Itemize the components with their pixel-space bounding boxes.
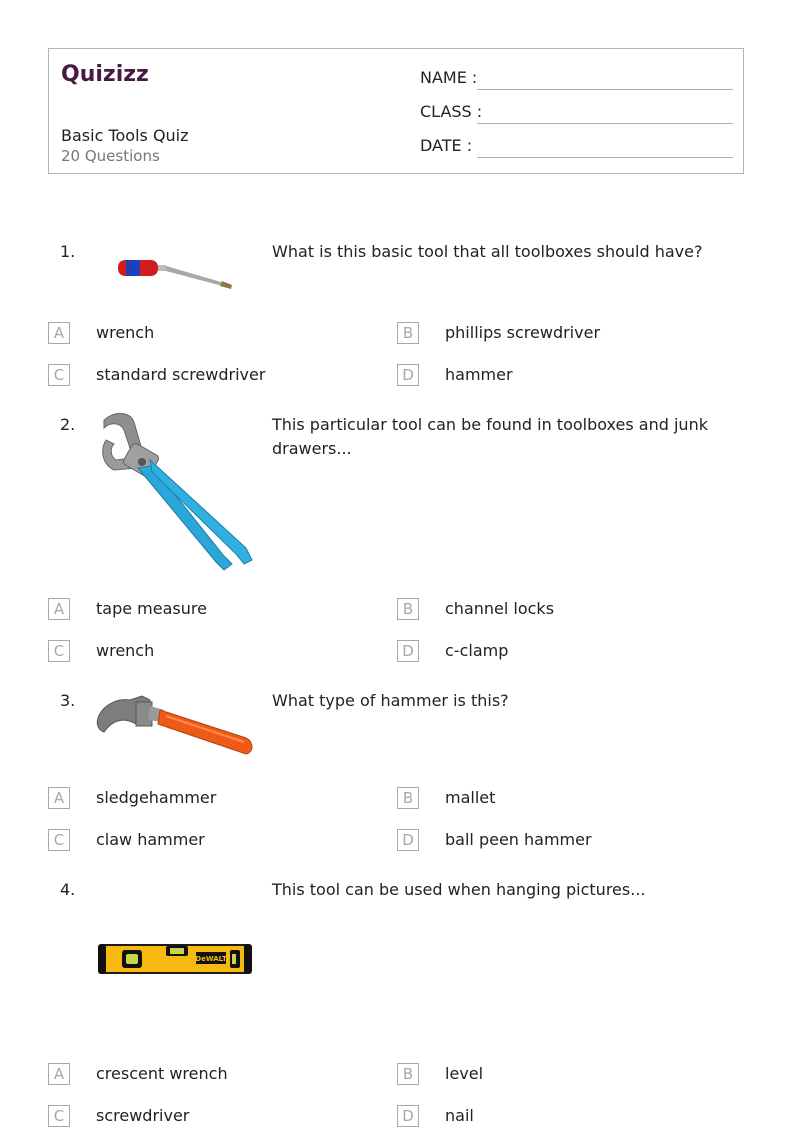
option-d-box[interactable]: D [397,1105,419,1127]
question-text: This particular tool can be found in toolboxes and junk drawers... [272,415,708,458]
option-b-text: mallet [445,788,496,807]
option-b-text: level [445,1064,484,1083]
option-a-text: tape measure [96,599,207,618]
option-a-box[interactable]: A [48,787,70,809]
quizizz-logo [61,59,153,91]
option-a-box[interactable]: A [48,1063,70,1085]
option-b-box[interactable]: B [397,787,419,809]
question-count: 20 Questions [61,147,160,165]
option-d-box[interactable]: D [397,364,419,386]
claw-hammer-image [96,688,256,764]
option-d-box[interactable]: D [397,829,419,851]
name-field[interactable] [477,89,733,90]
option-a-box[interactable]: A [48,322,70,344]
question-number: 1. [60,242,76,261]
option-c-text: claw hammer [96,830,205,849]
question-text: This tool can be used when hanging pictures... [272,880,646,899]
question-number: 2. [60,415,76,434]
date-label: DATE : [420,136,473,155]
svg-text:Quizizz: Quizizz [61,62,149,87]
option-b-box[interactable]: B [397,322,419,344]
option-a-text: wrench [96,323,155,342]
option-d-box[interactable]: D [397,640,419,662]
date-field[interactable] [477,157,733,158]
option-c-text: standard screwdriver [96,365,266,384]
level-image [96,938,256,980]
option-a-text: sledgehammer [96,788,217,807]
quiz-title: Basic Tools Quiz [61,126,189,145]
question-number: 4. [60,880,76,899]
option-c-box[interactable]: C [48,829,70,851]
option-d-text: hammer [445,365,513,384]
option-a-box[interactable]: A [48,598,70,620]
svg-text:DeWALT: DeWALT [195,955,227,963]
option-b-box[interactable]: B [397,1063,419,1085]
name-label: NAME : [420,68,478,87]
option-d-text: nail [445,1106,474,1125]
option-a-text: crescent wrench [96,1064,228,1083]
option-c-box[interactable]: C [48,364,70,386]
channel-locks-image [96,410,256,575]
option-b-box[interactable]: B [397,598,419,620]
option-c-text: screwdriver [96,1106,190,1125]
screwdriver-image [96,238,256,298]
option-d-text: ball peen hammer [445,830,592,849]
option-c-text: wrench [96,641,155,660]
question-text: What is this basic tool that all toolboxes should have? [272,242,703,261]
option-b-text: channel locks [445,599,555,618]
class-label: CLASS : [420,102,483,121]
class-field[interactable] [477,123,733,124]
question-text: What type of hammer is this? [272,691,509,710]
option-c-box[interactable]: C [48,640,70,662]
option-d-text: c-clamp [445,641,509,660]
worksheet-header [48,48,744,174]
question-number: 3. [60,691,76,710]
option-c-box[interactable]: C [48,1105,70,1127]
option-b-text: phillips screwdriver [445,323,601,342]
